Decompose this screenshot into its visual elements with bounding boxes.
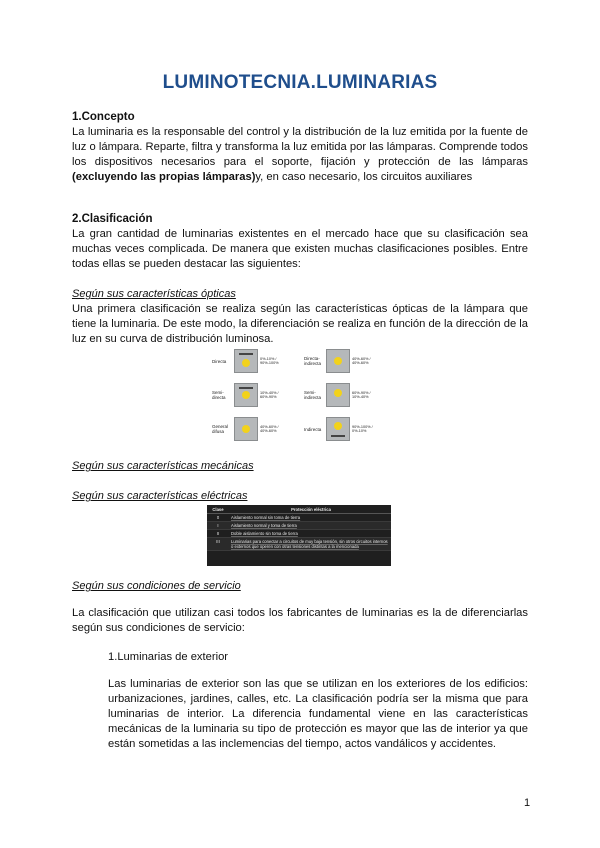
clasificacion-paragraph: La gran cantidad de luminarias existentes en el mercado hace que su clasificación sea muchas veces complicada. De manera que existen muchas clasificaciones posibles. Entre todas ellas se pueden destacar las siguientes: (72, 228, 528, 270)
optic-pct: 60%-90% / 10%-40% (352, 390, 371, 399)
optics-figure (212, 345, 388, 443)
mecanicas-subheading: Según sus características mecánicas (72, 460, 254, 472)
luminaire-icon (326, 383, 350, 407)
electricas-subheading: Según sus características eléctricas (72, 490, 248, 502)
concepto-text-1: La luminaria es la responsable del control y la distribución de la luz emitida por la fuente de luz o lámpara. Reparte, filtra y transforma la luz emitida por las lámparas. Comprende todos los dispositivos necesarios para el soporte, fijación y protección de las lámparas (72, 126, 528, 168)
section-clasificacion (72, 212, 528, 272)
optic-label: Indirecta (304, 426, 322, 432)
table-cell-class: II (216, 531, 220, 536)
opticas-subheading: Según sus características ópticas (72, 288, 236, 300)
concepto-text-bold: (excluyendo las propias lámparas) (72, 171, 256, 183)
clasificacion-heading: 2.Clasificación (72, 213, 153, 225)
table-row (207, 514, 391, 522)
exterior-heading: 1.Luminarias de exterior (108, 651, 229, 663)
servicio-subheading: Según sus condiciones de servicio (72, 580, 241, 592)
exterior-paragraph: Las luminarias de exterior son las que se utilizan en los exteriores de los edificios: urbanizaciones, jardines, calles, etc. La clasificación podría ser la misma que para luminarias de interior. La diferencia fundamental viene en las características mecánicas de la luminaria su tipo de protección es mayor que las de interior ya que están sometidas a las inclemencias del tiempo, actos vandálicos y accidentes. (108, 678, 528, 750)
table-cell-class: I (217, 523, 219, 528)
optic-label: Directa (212, 358, 227, 364)
col-class-header: Clase (212, 506, 224, 512)
table-cell-desc: Aislamiento normal y toma de tierra (231, 523, 297, 528)
table-row (207, 530, 391, 538)
table-cell-desc: Luminarias para conectar a circuitos de muy baja tensión, sin otros circuitos internos o externos que operen con otras tensiones distintas a la mencionada (231, 539, 388, 549)
table-row (207, 538, 391, 551)
optic-label: Directa-indirecta (304, 356, 322, 366)
table-header (207, 505, 391, 514)
optic-general-difusa (212, 417, 284, 441)
concepto-heading: 1.Concepto (72, 111, 135, 123)
optic-semiindirecta (304, 383, 376, 407)
optic-label: Semi-directa (212, 390, 226, 400)
concepto-text-2: y, en caso necesario, los circuitos auxiliares (255, 171, 473, 183)
document-title: LUMINOTECNIA.LUMINARIAS (162, 72, 438, 93)
optic-pct: 40%-60% / 40%-60% (260, 424, 279, 433)
table-cell-class: 0 (216, 515, 220, 520)
optic-indirecta (304, 417, 376, 441)
optic-label: Semi-indirecta (304, 390, 322, 400)
luminaire-icon (234, 349, 258, 373)
luminaire-icon (234, 417, 258, 441)
optic-pct: 40%-60% / 40%-60% (352, 356, 371, 365)
col-desc-header: Protección eléctrica (291, 506, 331, 512)
servicio-paragraph: La clasificación que utilizan casi todos los fabricantes de luminarias es la de diferenciarlas según sus condiciones de servicio: (72, 607, 528, 634)
table-cell-desc: Doble aislamiento sin toma de tierra (231, 531, 298, 536)
optic-directa (212, 349, 284, 373)
luminaire-icon (326, 349, 350, 373)
optic-pct: 0%-10% / 90%-100% (260, 356, 279, 365)
optic-directa-indirecta (304, 349, 376, 373)
section-concepto (72, 110, 528, 185)
optic-semidirecta (212, 383, 284, 407)
optic-pct: 10%-40% / 60%-90% (260, 390, 279, 399)
table-cell-desc: Aislamiento normal sin toma de tierra (231, 515, 301, 520)
optic-label: General difusa (212, 424, 229, 434)
table-cell-class: III (216, 539, 220, 544)
table-row (207, 522, 391, 530)
page-number: 1 (524, 797, 531, 809)
luminaire-icon (326, 417, 350, 441)
opticas-paragraph: Una primera clasificación se realiza según las características ópticas de la lámpara que tiene la luminaria. De este modo, la diferenciación se realiza en función de la dirección de la luz en su curva de distribución luminosa. (72, 303, 528, 345)
electrical-protection-table (207, 505, 391, 566)
luminaire-icon (234, 383, 258, 407)
concepto-paragraph (72, 125, 528, 185)
optic-pct: 90%-100% / 0%-10% (352, 424, 373, 433)
